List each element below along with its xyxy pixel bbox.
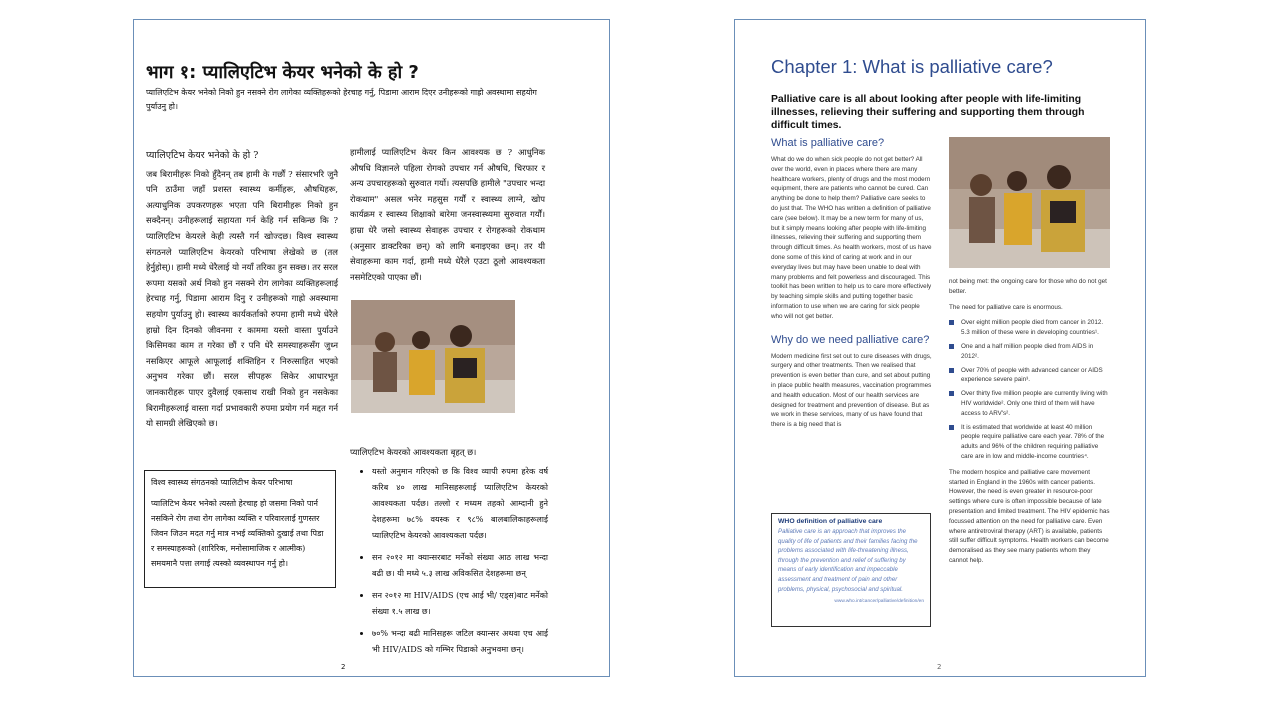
list-item: • यस्तो अनुमान गरिएको छ कि विश्व व्यापी रुपमा हरेक वर्ष करिब ४० लाख मानिसहरूलाई प्यालिएटिभ केयरको आवश्यकता पर्दछ। तल्लो र मध्यम तहको आम्दानी हुने देशहरूमा ७८% वयस्क र ९८% बालबालिकाहरूलाई प्यालिएटिभ केयरको आवश्यकता पर्दछ। [372, 463, 548, 543]
page-number: 2 [937, 663, 942, 671]
paragraph-why: Modern medicine first set out to cure diseases with drugs, surgery and other treatments. Then we realised that prevention is even better than cure, and set about putting in place public health measures, vaccination programmes and health education. Most of our health services are designed for treatment and prevention of disease. But as we work in these services, many of us have found that there is a big need that is [771, 352, 932, 429]
nepali-photo-caregivers [351, 300, 515, 413]
nepali-need-section [350, 444, 548, 663]
nepali-box-text: प्यालिटिभ केयर भनेको त्यस्तो हेरचाह हो जसमा निको पार्न नसकिने रोग तथा रोग लागेका व्यक्ति र परिवारलाई गुणस्तर जिवन जिउन मदत गर्नु मात्र नभई व्यक्तिको दुखाई तथा पिडा र समस्याहरूको (शारिरिक, मनोसामाजिक र आत्मीक) समयमानै पत्ता लगाई त्यस्को व्यवस्थापन गर्नु हो। [151, 499, 324, 568]
list-item: It is estimated that worldwide at least 40 million people require palliative care each year. 78% of the adults and 96% of the children requiring palliative care are in low and middle-income countries⁴. [949, 423, 1111, 462]
paragraph-hospice: The modern hospice and palliative care movement started in England in the 1960s with cancer patients. However, the need is even greater in resource-poor settings where cure is often impossible because of late presentation and limited treatment. The HIV epidemic has focussed attention on the need for palliative care. Even where antiretroviral therapy (ART) is available, patients still suffer difficult symptoms. Health workers can become demoralised as they see many patients whom they cannot help. [949, 468, 1110, 564]
list-item: Over thirty five million people are currently living with HIV worldwide². Only one third of them will have access to ARV's². [949, 389, 1111, 418]
heading-why-we-need: Why do we need palliative care? [771, 333, 930, 346]
list-item: Over 70% of people with advanced cancer or AIDS experience severe pain³. [949, 366, 1111, 386]
english-need-list [949, 318, 1111, 461]
nepali-column-1-heading: प्यालिएटिभ केयर भनेको के हो ? [146, 150, 259, 161]
english-chapter-title: Chapter 1: What is palliative care? [771, 56, 1053, 77]
nepali-column-2-text: हामीलाई प्यालिएटिभ केयर किन आवश्यक छ ? आधुनिक औषधि विज्ञानले पहिला रोगको उपचार गर्न औषधि, चिरफार र अन्य उपचारहरूको सुरुवात गर्यो। त्यसपछि हामीले "उपचार भन्दा रोकथाम" असल भनेर महसुस गर्यौं र स्वास्थ्य लाग्ने, खोप कार्यक्रम र स्वास्थ्य शिक्षाको बारेमा जनस्वास्थ्यमा सुरुवात गर्यौं। हाम्रा धेरै जसो स्वास्थ्य सेवाहरू उपचार र रोगहरूको रोकथाम (अनुसार डाक्टरिका छन्) को लागि बनाइएका छन्। तर यी सेवाहरूमा काम गर्दा, हामी मध्ये धेरैले एउटा ठूलो आवश्यकता नसमेटिएको पाएका छौं। [350, 147, 545, 282]
nepali-intro: प्यालिएटिभ केयर भनेको निको हुन नसक्ने रोग लागेका व्यक्तिहरूको हेरचाह गर्नु, पिडामा आराम दिएर उनीहरूको गाह्रो अवस्थामा सहयोग पुर्याउनु हो। [146, 88, 537, 111]
nepali-chapter-title: भाग १: प्यालिएटिभ केयर भनेको के हो ? [146, 62, 419, 83]
english-box-heading: WHO definition of palliative care [778, 518, 883, 525]
english-photo-caregivers [949, 137, 1110, 268]
paragraph-enormous: The need for palliative care is enormous. [949, 303, 1063, 311]
nepali-who-definition-box [144, 470, 336, 588]
heading-what-is-palliative-care: What is palliative care? [771, 137, 885, 149]
list-item: • ७०% भन्दा बढी मानिसहरू जटिल क्यान्सर अथवा एच आई भी HIV/AIDS को गम्भिर पिडाको अनुभवमा छन्। [372, 625, 548, 657]
english-column-2 [949, 277, 1111, 572]
who-url-link[interactable]: www.who.int/cancer/palliative/definition/en [834, 599, 924, 605]
nepali-column-2 [350, 145, 545, 285]
english-column-1 [771, 137, 933, 436]
nepali-column-1-text: जब बिरामीहरू निको हुँदैनन् तब हामी के गर्छौं ? संसारभरि जुनै पनि ठाउँमा जहाँ प्रशस्त स्वास्थ्य कर्मीहरू, औषधिहरू, अत्याधुनिक उपकरणहरू भएता पनि बिरामीहरू निको हुन सक्दैनन्। उनीहरूलाई सहायता गर्न केहि गर्न सकिन्छ कि ? प्यालिएटिभ केयरले केही त्यस्तै गर्न खोज्दछ। विश्व स्वास्थ्य संगठनले प्यालिएटिभ केयरको परिभाषा लेखेको छ (तल हेर्नुहोस्)। हामी मध्ये धेरैलाई यो नयाँ तरिका हुन सक्छ। तर सरल रूपमा यसको अर्थ निको हुन नसक्ने रोग लागेका व्यक्तिहरूलाई हेरचाह गर्नु, पिडामा आराम दिनु र उनीहरूको गाह्रो अवस्थामा सहयोग पुर्याउनु हो। स्वास्थ्य कार्यकर्ताको रुपमा हामी मध्ये धेरैले हाम्रो दिन दिनको जीवनमा र काममा यस्तो वास्ता पुर्याउने किसिमका काम त गरेका छौं र पनि धेरै समस्याहरूसँग जुध्न नसकिएर आफूले आफूलाई शक्तिहिन र निरुत्साहित भएको अनुभव गरेका छौं। सरल सीपहरू सिकेर आधारभूत जानकारीहरू पाएर दुवैलाई एकसाथ राखी निको हुन नसकेका बिरामीहरूलाई वास्ता गर्दा प्रभावकारी रुपमा प्रयोग गर्न मद्दत गर्न यो सामग्री लेखिएको छ। [146, 168, 338, 429]
page-number: 2 [341, 663, 346, 671]
paragraph-what: What do we do when sick people do not get better? All over the world, even in places where there are many healthcare workers, plenty of drugs and the most modern equipment, there are patients who cannot be cured. Can anything be done to help them? Palliative care seeks to do just that. The WHO has written a definition of palliative care (see below). It may be a new term for many of us, but it simply means looking after people with life-limiting illnesses, relieving their suffering and supporting them through difficult times. As health workers, most of us have done some of this kind of caring at work and in our everyday lives but may have been unable to deal with many problems and felt powerless and discouraged. This toolkit has been written to help us to care more effectively by teaching simple skills and putting together basic information to use when we are caring for sick people who will not get better. [771, 156, 932, 320]
english-page [734, 19, 1146, 677]
list-item: One and a half million people died from AIDS in 2012². [949, 342, 1111, 362]
english-lead: Palliative care is all about looking after people with life-limiting illnesses, relieving their suffering and supporting them through difficult times. [771, 94, 1085, 131]
nepali-column-1 [146, 148, 338, 432]
nepali-need-heading: प्यालिएटिभ केयरको आवश्यकता बृहत् छ। [350, 447, 477, 457]
nepali-need-list [350, 463, 548, 657]
nepali-page [133, 19, 610, 677]
nepali-box-heading: विश्व स्वास्थ्य संगठनको प्यालिटीभ केयर परिभाषा [151, 478, 293, 487]
english-who-definition-box [771, 513, 931, 627]
list-item: • सन २०१२ मा HIV/AIDS (एच आई भी/ एड्स)बाट मर्नेको संख्या १.५ लाख छ। [372, 587, 548, 619]
list-item: • सन २०१२ मा क्यान्सरबाट मर्नेको संख्या आठ लाख भन्दा बढी छ। यी मध्ये ५.३ लाख अविकसित देशहरूमा छन् [372, 549, 548, 581]
paragraph-continued: not being met: the ongoing care for those who do not get better. [949, 278, 1107, 295]
english-box-text: Palliative care is an approach that improves the quality of life of patients and their families facing the problems associated with life-threatening illness, through the prevention and relief of suffering by means of early identification and impeccable assessment and treatment of pain and other problems, physical, psychosocial and spiritual. [778, 528, 918, 593]
list-item: Over eight million people died from cancer in 2012. 5.3 million of these were in developing countries¹. [949, 318, 1111, 338]
